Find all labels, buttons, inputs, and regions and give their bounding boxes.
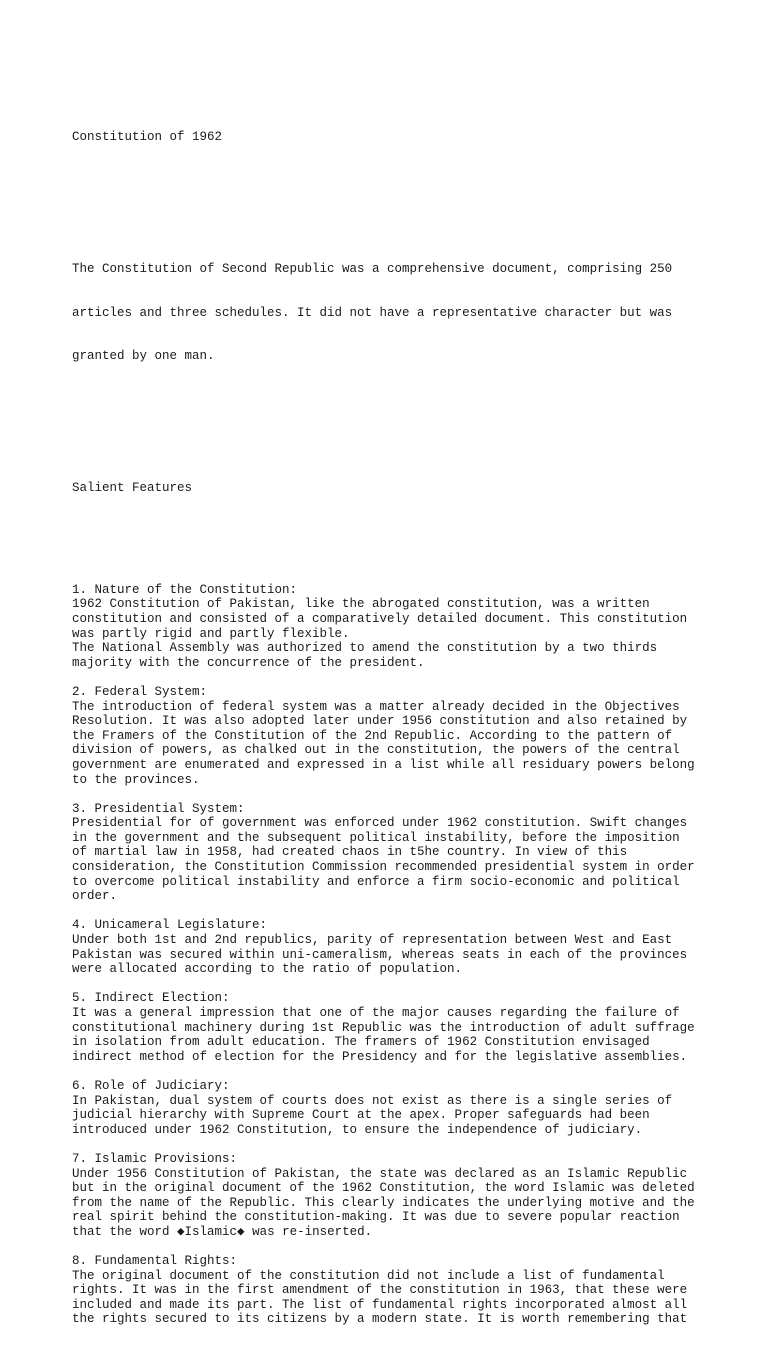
section-line: Under both 1st and 2nd republics, parity of representation between West and East (72, 933, 673, 948)
section-line: constitution and consisted of a comparatively detailed document. This constitution (72, 611, 688, 626)
section-heading: 6. Role of Judiciary: (72, 1078, 230, 1093)
section-line: constitutional machinery during 1st Republic was the introduction of adult suffrage (72, 1020, 695, 1035)
section-heading: 3. Presidential System: (72, 801, 245, 816)
subtitle-block (72, 451, 712, 524)
section-line: Under 1956 Constitution of Pakistan, the state was declared as an Islamic Republic (72, 1166, 688, 1181)
section-heading: 7. Islamic Provisions: (72, 1151, 238, 1166)
document-title-block (72, 101, 712, 174)
section-line: included and made its part. The list of fundamental rights incorporated almost all (72, 1297, 688, 1312)
section-line: was partly rigid and partly flexible. (72, 626, 350, 641)
section-line: the Framers of the Constitution of the 2nd Republic. According to the pattern of (72, 728, 673, 743)
section-line: the rights secured to its citizens by a modern state. It is worth remembering that (72, 1312, 688, 1327)
section-block (72, 802, 712, 904)
intro-line: granted by one man. (72, 349, 215, 364)
document-page (72, 72, 712, 1356)
section-line: judicial hierarchy with Supreme Court at the apex. Proper safeguards had been (72, 1108, 650, 1123)
section-line: 1962 Constitution of Pakistan, like the abrogated constitution, was a written (72, 597, 650, 612)
sections-container (72, 583, 712, 1327)
section-heading: 4. Unicameral Legislature: (72, 918, 268, 933)
section-line: that the word ◆Islamic◆ was re-inserted. (72, 1224, 373, 1239)
section-line: order. (72, 889, 118, 904)
section-heading: 8. Fundamental Rights: (72, 1254, 238, 1269)
section-line: government are enumerated and expressed in a list while all residuary powers belong (72, 757, 695, 772)
section-line: The introduction of federal system was a matter already decided in the Objectives (72, 699, 680, 714)
intro-line: articles and three schedules. It did not have a representative character but was (72, 305, 673, 320)
section-line: in the government and the subsequent political instability, before the imposition (72, 830, 680, 845)
section-line: It was a general impression that one of the major causes regarding the failure of (72, 1006, 680, 1020)
section-line: but in the original document of the 1962 Constitution, the word Islamic was deleted (72, 1181, 695, 1196)
section-block (72, 991, 712, 1064)
intro-line: The Constitution of Second Republic was a comprehensive document, comprising 250 (72, 261, 673, 276)
section-line: were allocated according to the ratio of population. (72, 962, 463, 977)
section-line: In Pakistan, dual system of courts does not exist as there is a single series of (72, 1093, 673, 1108)
section-heading: 2. Federal System: (72, 684, 208, 699)
section-block (72, 1254, 712, 1327)
section-line: introduced under 1962 Constitution, to ensure the independence of judiciary. (72, 1122, 643, 1137)
section-block (72, 918, 712, 976)
section-line: majority with the concurrence of the president. (72, 655, 425, 670)
section-line: The National Assembly was authorized to amend the constitution by a two thirds (72, 641, 658, 656)
section-block (72, 583, 712, 671)
section-line: The original document of the constitution did not include a list of fundamental (72, 1268, 665, 1283)
section-subtitle: Salient Features (72, 480, 193, 495)
intro-paragraph (72, 233, 712, 394)
section-line: real spirit behind the constitution-making. It was due to severe popular reaction (72, 1210, 680, 1225)
section-heading: 5. Indirect Election: (72, 991, 230, 1006)
section-line: Resolution. It was also adopted later under 1956 constitution and also retained by (72, 714, 688, 729)
section-line: Presidential for of government was enforced under 1962 constitution. Swift changes (72, 816, 688, 831)
section-line: indirect method of election for the Presidency and for the legislative assemblies. (72, 1049, 688, 1064)
section-line: of martial law in 1958, had created chaos in t5he country. In view of this (72, 845, 628, 860)
section-line: Pakistan was secured within uni-cameralism, whereas seats in each of the provinces (72, 947, 688, 962)
section-line: division of powers, as chalked out in the constitution, the powers of the central (72, 743, 680, 758)
section-line: to overcome political instability and enforce a firm socio-economic and political (72, 874, 680, 889)
section-line: to the provinces. (72, 772, 200, 787)
section-line: in isolation from adult education. The framers of 1962 Constitution envisaged (72, 1035, 650, 1050)
section-block (72, 1152, 712, 1240)
section-line: consideration, the Constitution Commission recommended presidential system in order (72, 860, 695, 875)
document-title: Constitution of 1962 (72, 130, 223, 145)
section-heading: 1. Nature of the Constitution: (72, 582, 298, 597)
section-block (72, 1079, 712, 1137)
section-line: rights. It was in the first amendment of the constitution in 1963, that these were (72, 1283, 688, 1298)
section-block (72, 685, 712, 787)
section-line: from the name of the Republic. This clearly indicates the underlying motive and the (72, 1195, 695, 1210)
